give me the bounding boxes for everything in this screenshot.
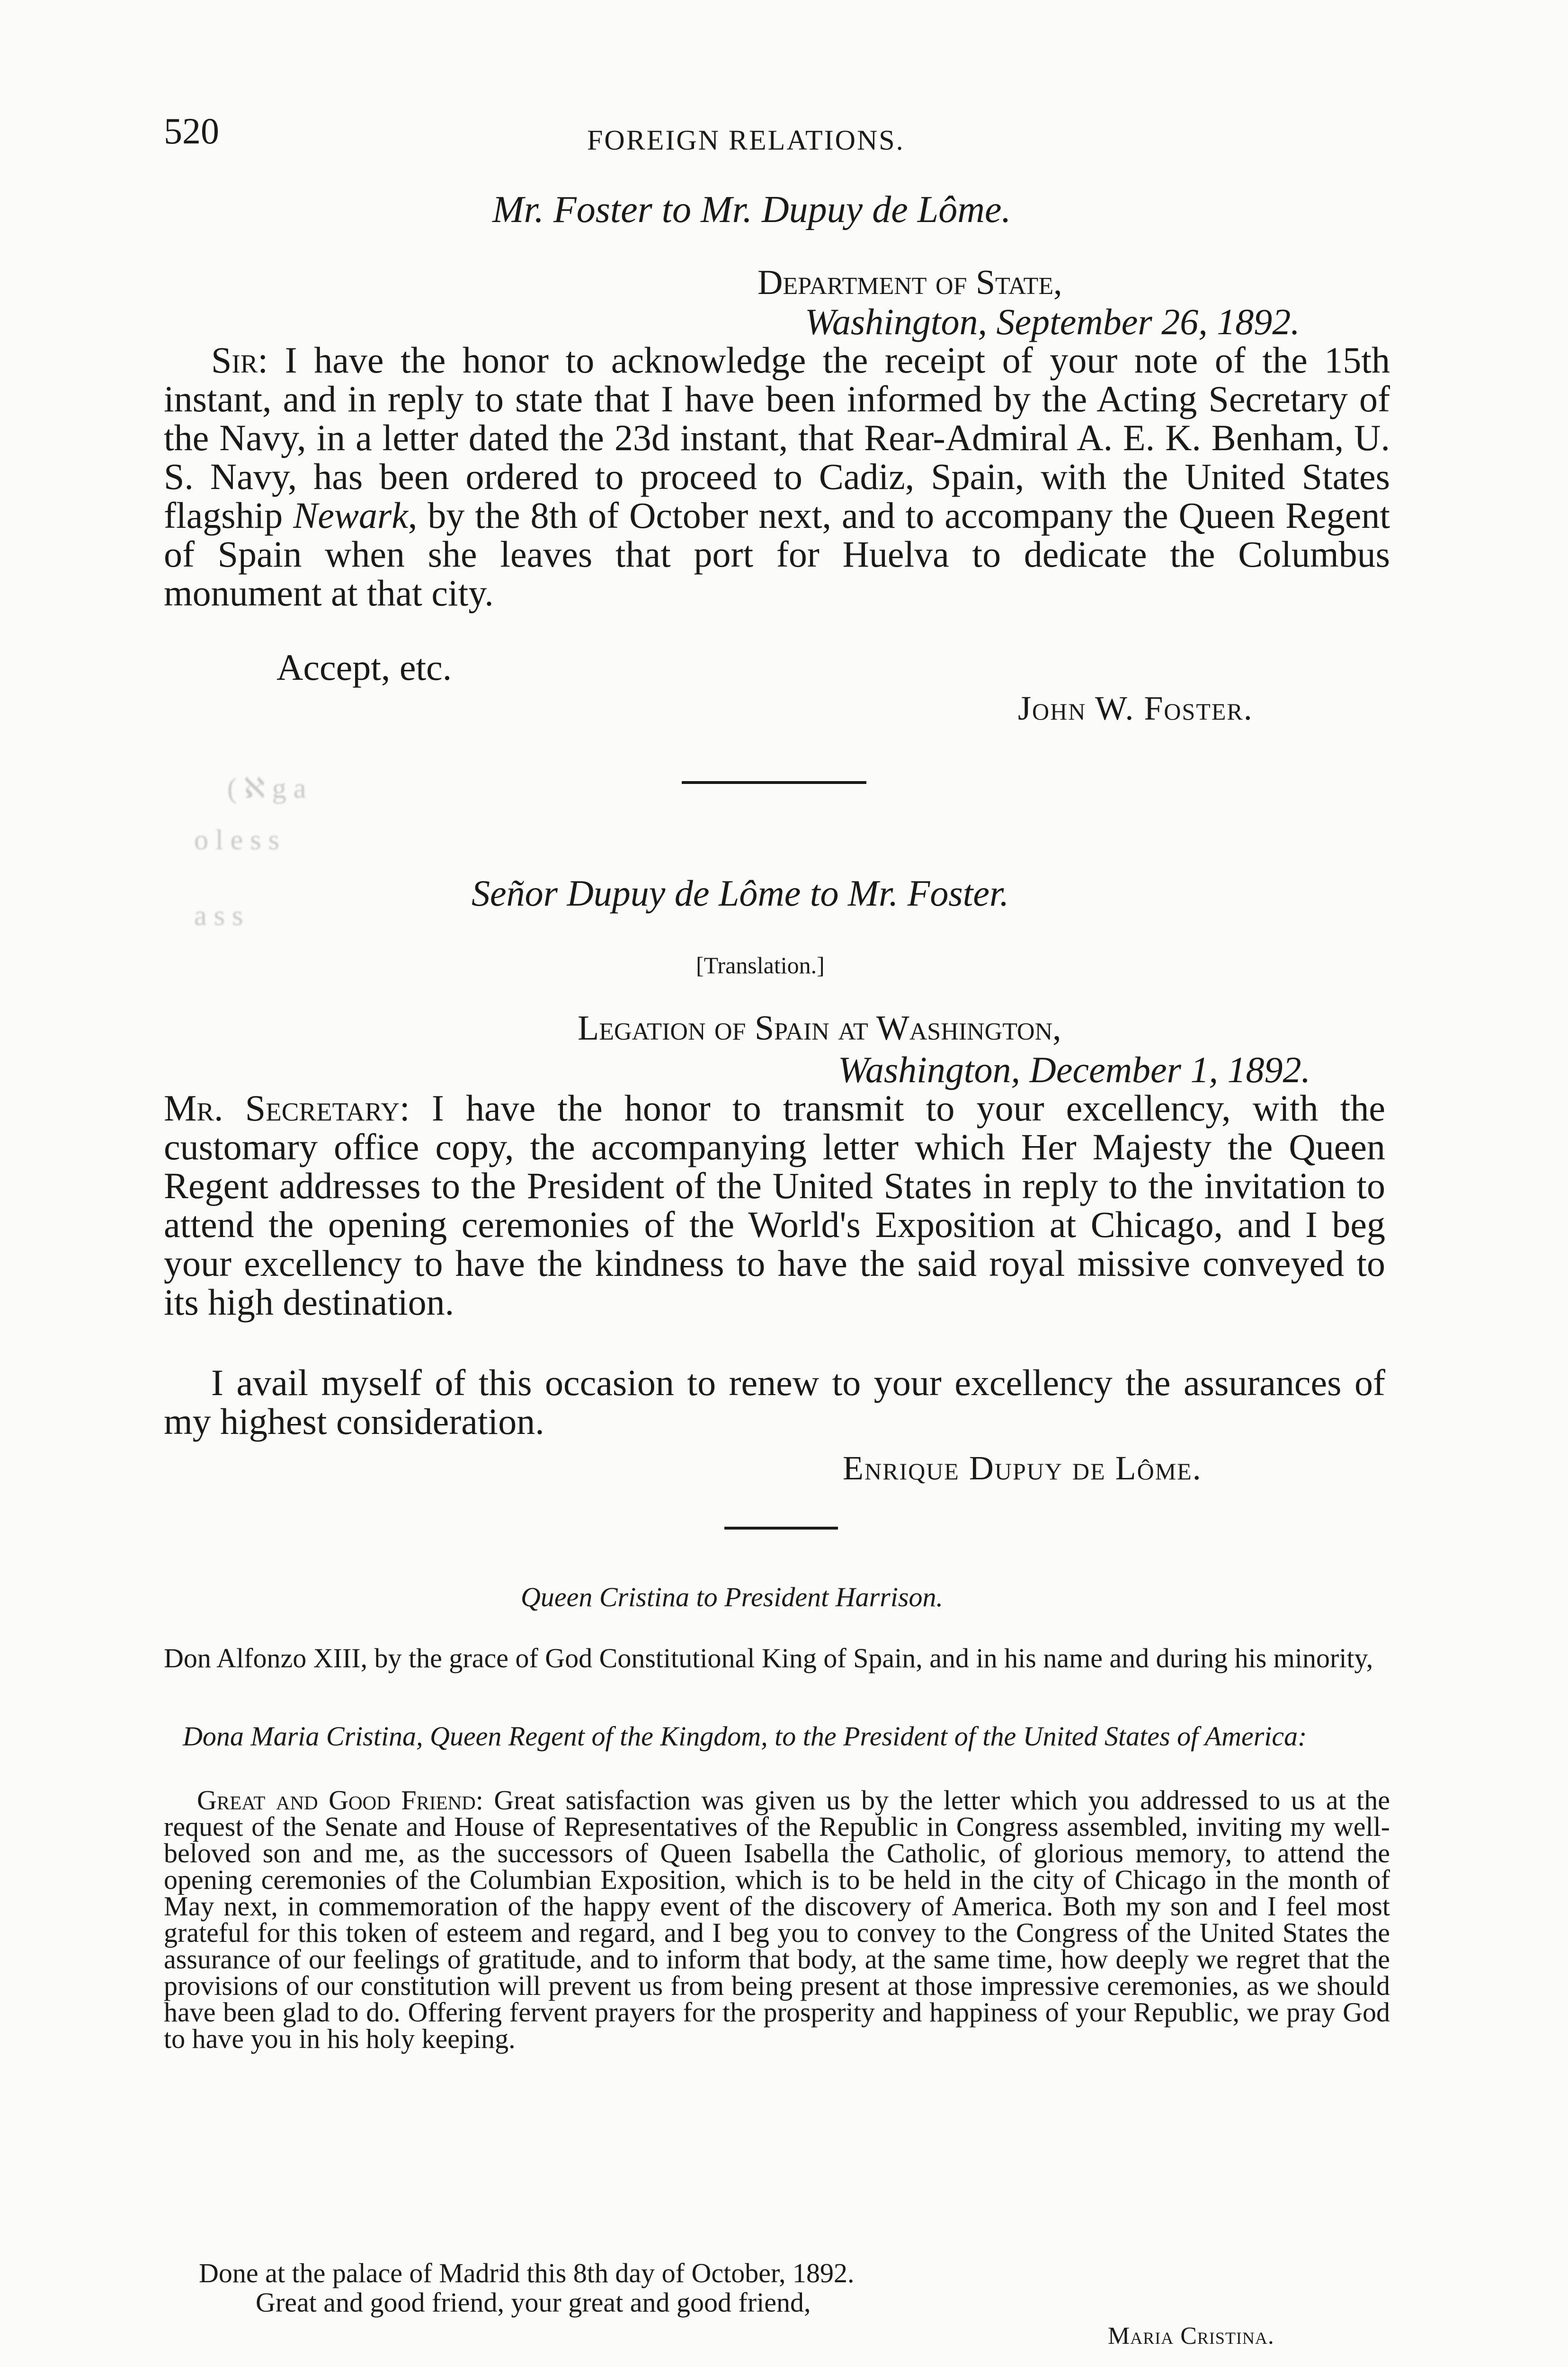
section-divider bbox=[724, 1527, 838, 1530]
letter3-closing: Great and good friend, your great and good friend, bbox=[256, 2287, 811, 2318]
letter3-salutation: Great and Good Friend: bbox=[197, 1785, 483, 1815]
letter3-heading: Queen Cristina to President Harrison. bbox=[521, 1582, 944, 1612]
letter3-intro-queen: Dona Maria Cristina, Queen Regent of the Kingdom, to the President of the United States of America: bbox=[183, 1721, 1307, 1752]
letter2-dateline: Washington, December 1, 1892. bbox=[838, 1049, 1311, 1090]
letter3-intro-king: Don Alfonzo XIII, by the grace of God Constitutional King of Spain, and in his name and during his minority, bbox=[164, 1643, 1373, 1673]
letter3-signature: Maria Cristina. bbox=[1108, 2323, 1274, 2349]
letter3-done-line: Done at the palace of Madrid this 8th day of October, 1892. bbox=[199, 2258, 855, 2288]
letter2-legation: Legation of Spain at Washington, bbox=[578, 1009, 1061, 1048]
bleed-through-mark: o l e s s bbox=[194, 824, 279, 855]
letter1-dateline: Washington, September 26, 1892. bbox=[805, 301, 1300, 342]
letter1-signature: John W. Foster. bbox=[1018, 689, 1253, 727]
bleed-through-mark: a s s bbox=[194, 900, 243, 931]
translation-note: [Translation.] bbox=[696, 952, 825, 979]
letter3-body-text: Great satisfaction was given us by the letter which you addressed to us at the request of the Senate and House of Representatives of the Republic in Congress assembled, inviting my well-beloved son and me, as the successors of Queen Isabella the Catholic, of glorious memory, to attend the opening ceremonies of the Columbian Exposition, which is to be held in the city of Chicago in the month of May next, in commemoration of the happy event of the discovery of America. Both my son and I feel most grateful for this token of esteem and regard, and I beg you to convey to the Congress of the United States the assurance of our feelings of gratitude, and to inform that body, at the same time, how deeply we regret that the provisions of our constitution will prevent us from being present at those impressive ceremonies, as we should have been glad to do. Offering fervent prayers for the prosperity and happiness of your Republic, we pray God to have you in his holy keeping. bbox=[164, 1785, 1390, 2054]
letter1-ship-name: Newark bbox=[293, 495, 408, 536]
letter2-body bbox=[164, 1089, 1385, 1322]
letter2-body-closing: I avail myself of this occasion to renew to your excellency the assurances of my highest consideration. bbox=[164, 1362, 1385, 1442]
letter1-heading: Mr. Foster to Mr. Dupuy de Lôme. bbox=[492, 189, 1011, 231]
letter1-body-post: , by the 8th of October next, and to accompany the Queen Regent of Spain when she leaves that port for Huelva to dedicate the Columbus monument at that city. bbox=[164, 495, 1390, 614]
bleed-through-mark: ( ℵ g a bbox=[227, 773, 306, 804]
letter1-department: Department of State, bbox=[757, 263, 1062, 302]
letter1-body bbox=[164, 341, 1390, 613]
letter2-signature: Enrique Dupuy de Lôme. bbox=[843, 1449, 1202, 1487]
letter2-salutation: Mr. Secretary: bbox=[164, 1087, 410, 1129]
running-head: FOREIGN RELATIONS. bbox=[587, 125, 905, 156]
letter3-body bbox=[164, 1787, 1390, 2052]
page-number: 520 bbox=[164, 110, 219, 151]
letter1-body-pre: I have the honor to acknowledge the receipt of your note of the 15th instant, and in reply to state that I have been informed by the Acting Secretary of the Navy, in a letter dated the 23d instant, that Rear-Admiral A. E. K. Benham, U. S. Navy, has been ordered to proceed to Cadiz, Spain, with the United States flagship bbox=[164, 339, 1390, 536]
letter2-body-text: I have the honor to transmit to your excellency, with the customary office copy, the accompanying letter which Her Majesty the Queen Regent addresses to the President of the United States in reply to the invitation to attend the opening ceremonies of the World's Exposition at Chicago, and I beg your excellency to have the kindness to have the said royal missive conveyed to its high destination. bbox=[164, 1087, 1385, 1323]
section-divider bbox=[682, 781, 866, 784]
letter1-salutation: Sir: bbox=[211, 339, 268, 381]
letter1-closing: Accept, etc. bbox=[276, 647, 452, 688]
letter2-heading: Señor Dupuy de Lôme to Mr. Foster. bbox=[472, 872, 1009, 914]
